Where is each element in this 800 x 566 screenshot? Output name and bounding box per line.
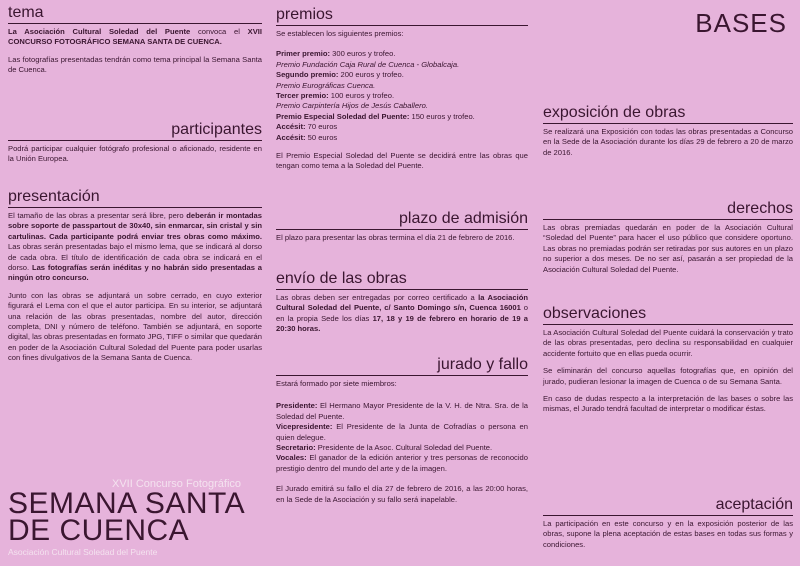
- section-observaciones: [543, 305, 793, 422]
- cover-subtitle: XVII Concurso Fotográfico: [112, 478, 242, 490]
- section-participantes: [8, 121, 262, 172]
- section-tema: [8, 4, 262, 83]
- section-envio: [276, 270, 528, 342]
- jurado-member: Vocales: El ganador de la edición anterior y tres personas de reconocido prestigio dentro del mundo del arte y de la imagen.: [276, 453, 528, 473]
- heading-aceptacion: aceptación: [543, 496, 793, 516]
- plazo-paragraph: El plazo para presentar las obras termina el día 21 de febrero de 2016.: [276, 233, 515, 242]
- cover-title-line-1: SEMANA SANTA: [8, 487, 246, 520]
- heading-derechos: derechos: [543, 200, 793, 220]
- section-aceptacion: [543, 496, 793, 557]
- bases-title: BASES: [695, 8, 787, 38]
- exposicion-paragraph: Se realizará una Exposición con todas las obras presentadas a Concurso en la Sede de la Asociación durante los días 29 de febrero a 20 de marzo de 2016.: [543, 127, 793, 157]
- prize-sponsor: Premio Fundación Caja Rural de Cuenca - Globalcaja.: [276, 59, 460, 69]
- heading-participantes: participantes: [8, 121, 262, 141]
- observaciones-paragraph-2: Se eliminarán del concurso aquellas fotografías que, en opinión del jurado, pudieran lesionar la imagen de Cuenca o de su Semana Santa.: [543, 366, 793, 386]
- heading-premios: premios: [276, 6, 528, 26]
- heading-tema: tema: [8, 4, 262, 24]
- derechos-paragraph: Las obras premiadas quedarán en poder de la Asociación Cultural “Soledad del Puente” para hacer el uso público que considere oportuno. Las obras no premiadas podrán ser retiradas por sus autores en un plazo no superior a dos meses. De no ser así, pasarán a ser propiedad de la Asociación Cultural Soledad del Puente.: [543, 223, 793, 274]
- heading-plazo: plazo de admisión: [276, 210, 528, 230]
- observaciones-paragraph-1: La Asociación Cultural Soledad del Puente cuidará la conservación y trato de las obras presentadas, pero declina su responsabilidad en cualquier accidente fortuito que en ellas pueda ocurrir.: [543, 328, 793, 358]
- heading-jurado: jurado y fallo: [276, 356, 528, 376]
- section-presentacion: [8, 188, 262, 371]
- prize-line: Primer premio: 300 euros y trofeo.: [276, 49, 396, 59]
- prize-line: Accésit: 70 euros: [276, 122, 338, 132]
- tema-paragraph-1: La Asociación Cultural Soledad del Puente convoca el XVII CONCURSO FOTOGRÁFICO SEMANA SANTA DE CUENCA.: [8, 27, 263, 47]
- column-right: [543, 0, 793, 566]
- participantes-paragraph: Podrá participar cualquier fotógrafo profesional o aficionado, residente en la Unión Europea.: [8, 144, 262, 164]
- envio-paragraph: Las obras deben ser entregadas por correo certificado a la Asociación Cultural Soledad del Puente, c/ Santo Domingo s/n, Cuenca 16001 o en la propia Sede los días 17, 18 y 19 de febrero en horario de 19 a 20:30 horas.: [276, 293, 529, 334]
- section-jurado: [276, 356, 528, 512]
- heading-exposicion: exposición de obras: [543, 104, 793, 124]
- heading-presentacion: presentación: [8, 188, 262, 208]
- prize-line: Segundo premio: 200 euros y trofeo.: [276, 70, 404, 80]
- cover-title-line-2: DE CUENCA: [8, 514, 190, 547]
- jurado-member: Vicepresidente: El Presidente de la Junta de Cofradías o persona en quien delegue.: [276, 422, 528, 442]
- heading-envio: envío de las obras: [276, 270, 528, 290]
- prize-line: Premio Especial Soledad del Puente: 150 euros y trofeo.: [276, 111, 475, 121]
- tema-paragraph-2: Las fotografías presentadas tendrán como tema principal la Semana Santa de Cuenca.: [8, 54, 262, 75]
- premios-intro: Se establecen los siguientes premios:: [276, 29, 404, 38]
- jurado-intro: Estará formado por siete miembros:: [276, 379, 397, 388]
- presentacion-paragraph-1: El tamaño de las obras a presentar será libre, pero deberán ir montadas sobre soporte de passpartout de 30x40, sin enmarcar, sin cristal y sin cartulinas. Cada participante podrá enviar tres obras como máximo. Las obras serán presentadas bajo el mismo lema, que se indicará al dorso de cada obra. El título de identificación de cada obra se indicará en el dorso. Las fotografías serán inéditas y no habrán sido presentadas a ningún otro concurso.: [8, 211, 262, 283]
- column-middle: [276, 0, 528, 566]
- prize-sponsor: Premio Carpintería Hijos de Jesús Caballero.: [276, 101, 428, 111]
- prize-line: Accésit: 50 euros: [276, 132, 338, 142]
- column-left: [8, 0, 262, 566]
- cover-association: Asociación Cultural Soledad del Puente: [8, 547, 158, 557]
- section-exposicion: [543, 104, 793, 165]
- section-premios: [276, 6, 528, 179]
- premios-paragraph-2: El Premio Especial Soledad del Puente se decidirá entre las obras que tengan como tema a la Soledad del Puente.: [276, 151, 528, 171]
- prize-line: Tercer premio: 100 euros y trofeo.: [276, 91, 395, 101]
- jurado-paragraph-2: El Jurado emitirá su fallo el día 27 de febrero de 2016, a las 20:00 horas, en la Sede de la Asociación y su fallo será inapelable.: [276, 484, 528, 504]
- aceptacion-paragraph: La participación en este concurso y en la exposición posterior de las obras, supone la plena aceptación de estas bases en todas sus formas y condiciones.: [543, 519, 793, 549]
- prize-sponsor: Premio Eurográficas Cuenca.: [276, 80, 376, 90]
- heading-observaciones: observaciones: [543, 305, 793, 325]
- jurado-member: Presidente: El Hermano Mayor Presidente de la V. H. de Ntra. Sra. de la Soledad del Puente.: [276, 401, 528, 421]
- observaciones-paragraph-3: En caso de dudas respecto a la interpretación de las bases o sobre las mismas, el Jurado tendrá facultad de interpretar o modificar éstas.: [543, 394, 793, 414]
- jurado-member: Secretario: Presidente de la Asoc. Cultural Soledad del Puente.: [276, 443, 493, 453]
- section-derechos: [543, 200, 793, 282]
- section-plazo: [276, 210, 528, 250]
- presentacion-paragraph-2: Junto con las obras se adjuntará un sobre cerrado, en cuyo exterior figurará el Lema con el que el autor participa. En su interior, se adjuntará una relación de las obras presentadas, nombre del autor, dirección completa, DNI y número de teléfono. También se adjuntará, en soporte digital, las obras presentadas en formato JPG, TIFF o similar que quedarán en poder de la Asociación Cultural Soledad del Puente para poder usarlas con fines divulgativos de la Semana Santa de Cuenca.: [8, 290, 262, 363]
